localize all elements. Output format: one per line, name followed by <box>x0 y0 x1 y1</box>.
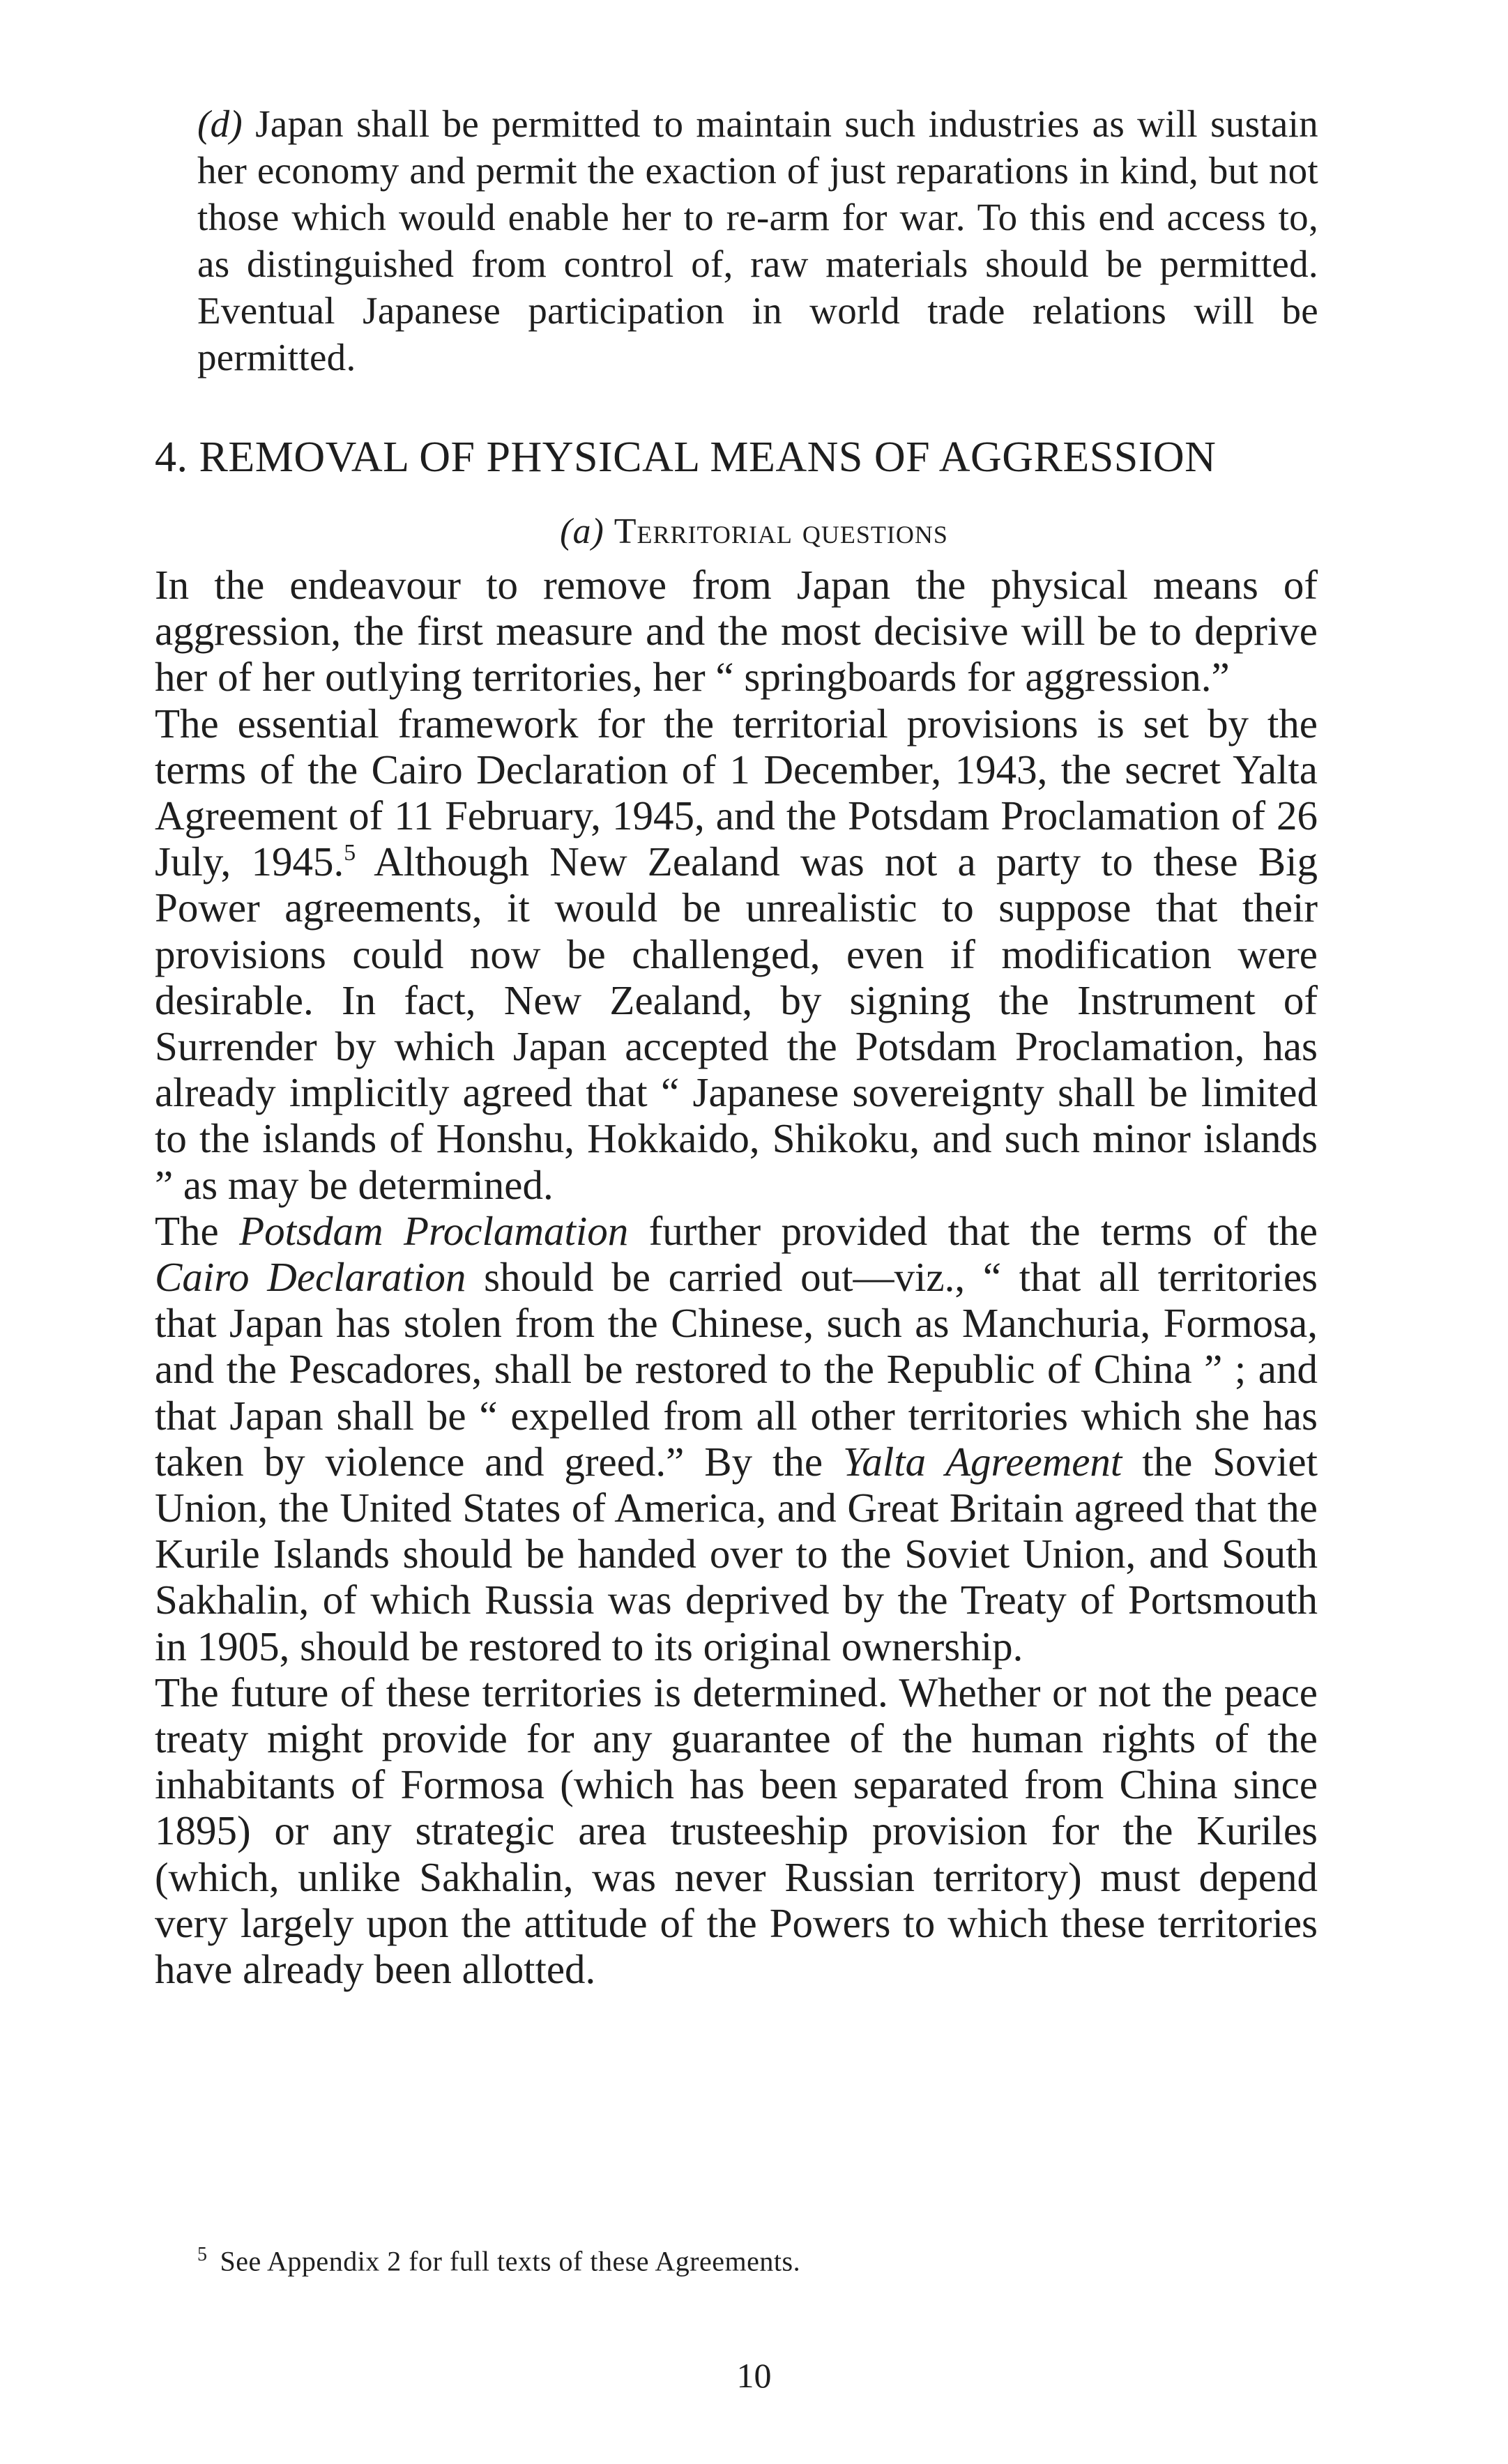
paragraph-1: In the endeavour to remove from Japan the physical means of aggression, the first measure and the most decisive will be to deprive her of her outlying territories, her “ springboards for aggression.” <box>155 562 1318 701</box>
paragraph-3 <box>155 1208 1318 1669</box>
page-number: 10 <box>736 2356 772 2395</box>
potsdam-proclamation-title: Potsdam Proclamation <box>239 1207 629 1254</box>
subheading-label: (a) <box>560 512 604 551</box>
footnote-text: See Appendix 2 for full texts of these Agreements. <box>220 2245 801 2277</box>
paragraph-d-text: Japan shall be permitted to maintain such industries as will sustain her economy and permit the exaction of just reparations in kind, but not those which would enable her to re-arm for war. To this end access to, as distinguished from control of, raw materials should be permitted. Eventual Japanese participation in world trade relations will be permitted. <box>197 102 1318 378</box>
paragraph-3-part-b: further provided that the terms of the <box>628 1207 1318 1254</box>
footnote <box>197 2237 1318 2279</box>
body-text <box>155 562 1318 1992</box>
paragraph-3-part-d: the Soviet Union, the United States of America, and Great Britain agreed that the Kurile Islands should be handed over to the Soviet Union, and South Sakhalin, of which Russia was deprived by the Treaty of Portsmouth in 1905, should be restored to its original ownership. <box>155 1438 1318 1669</box>
footnote-mark: 5 <box>197 2244 208 2265</box>
section-heading: 4. REMOVAL OF PHYSICAL MEANS OF AGGRESSION <box>155 434 1217 481</box>
paragraph-d-label: (d) <box>197 102 243 145</box>
subheading-title: Territorial questions <box>614 512 948 551</box>
paragraph-4: The future of these territories is determined. Whether or not the peace treaty might provide for any guarantee of the human rights of the inhabitants of Formosa (which has been separated from China since 1895) or any strategic area trusteeship provision for the Kuriles (which, unlike Sakhalin, was never Russian territory) must depend very largely upon the attitude of the Powers to which these territories have already been allotted. <box>155 1669 1318 1993</box>
yalta-agreement-title: Yalta Agreement <box>842 1438 1122 1485</box>
paragraph-3-part-a: The <box>155 1207 240 1254</box>
paragraph-3-part-c: should be carried out—viz., “ that all territories that Japan has stolen from the Chinese, such as Manchuria, Formosa, and the Pescadores, shall be restored to the Republic of China ” ; and that Japan shall be “ expelled from all other territories which she has taken by violence and greed.” By the <box>155 1254 1318 1485</box>
paragraph-2-part-b: Although New Zealand was not a party to these Big Power agreements, it would be unrealistic to suppose that their provisions could now be challenged, even if modification were desirable. In fact, New Zealand, by signing the Instrument of Surrender by which Japan accepted the Potsdam Proclamation, has already implicitly agreed that “ Japanese sovereignty shall be limited to the islands of Honshu, Hokkaido, Shikoku, and such minor islands ” as may be determined. <box>155 839 1318 1208</box>
paragraph-d <box>197 100 1318 381</box>
paragraph-2 <box>155 701 1318 1208</box>
cairo-declaration-title: Cairo Declaration <box>155 1254 466 1301</box>
paragraph-2-part-a: The essential framework for the territorial provisions is set by the terms of the Cairo Declaration of 1 December, 1943, the secret Yalta Agreement of 11 February, 1945, and the Potsdam Proclamation of 26 July, 1945. <box>155 700 1318 885</box>
subheading <box>0 509 1508 555</box>
footnote-reference: 5 <box>344 840 356 866</box>
